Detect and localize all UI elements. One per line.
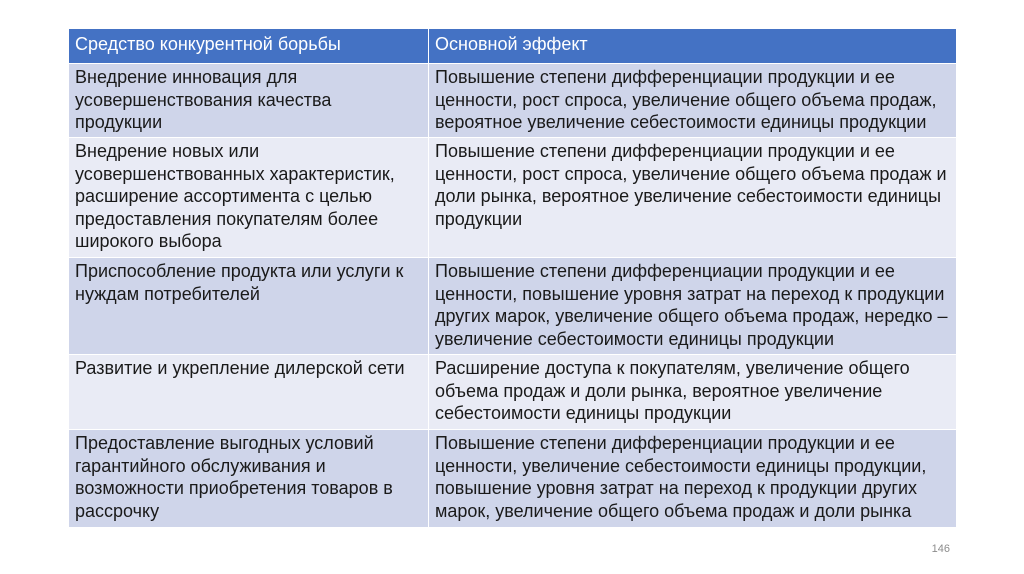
effect-cell: Расширение доступа к покупателям, увеличение общего объема продаж и доли рынка, вероятное увеличение себестоимости единицы продукции xyxy=(429,355,957,430)
effect-cell: Повышение степени дифференциации продукции и ее ценности, рост спроса, увеличение общего объема продаж и доли рынка, вероятное увеличение себестоимости единицы продукции xyxy=(429,138,957,258)
means-cell: Внедрение новых или усовершенствованных характеристик, расширение ассортимента с целью предоставления покупателям более широкого выбора xyxy=(69,138,429,258)
table-row xyxy=(69,430,957,528)
table-row xyxy=(69,64,957,138)
page-number: 146 xyxy=(931,543,950,555)
competition-table xyxy=(68,28,957,528)
means-cell: Приспособление продукта или услуги к нуждам потребителей xyxy=(69,258,429,355)
header-effect: Основной эффект xyxy=(429,29,957,64)
table-row xyxy=(69,138,957,258)
means-cell: Предоставление выгодных условий гарантийного обслуживания и возможности приобретения товаров в рассрочку xyxy=(69,430,429,528)
means-cell: Внедрение инновация для усовершенствования качества продукции xyxy=(69,64,429,138)
effect-cell: Повышение степени дифференциации продукции и ее ценности, увеличение себестоимости единицы продукции, повышение уровня затрат на переход к продукции других марок, увеличение общего объема продаж и доли рынка xyxy=(429,430,957,528)
effect-cell: Повышение степени дифференциации продукции и ее ценности, рост спроса, увеличение общего объема продаж, вероятное увеличение себестоимости единицы продукции xyxy=(429,64,957,138)
table-row xyxy=(69,355,957,430)
table-header-row xyxy=(69,29,957,64)
header-means: Средство конкурентной борьбы xyxy=(69,29,429,64)
means-cell: Развитие и укрепление дилерской сети xyxy=(69,355,429,430)
table-row xyxy=(69,258,957,355)
effect-cell: Повышение степени дифференциации продукции и ее ценности, повышение уровня затрат на переход к продукции других марок, увеличение общего объема продаж, нередко – увеличение себестоимости единицы продукции xyxy=(429,258,957,355)
